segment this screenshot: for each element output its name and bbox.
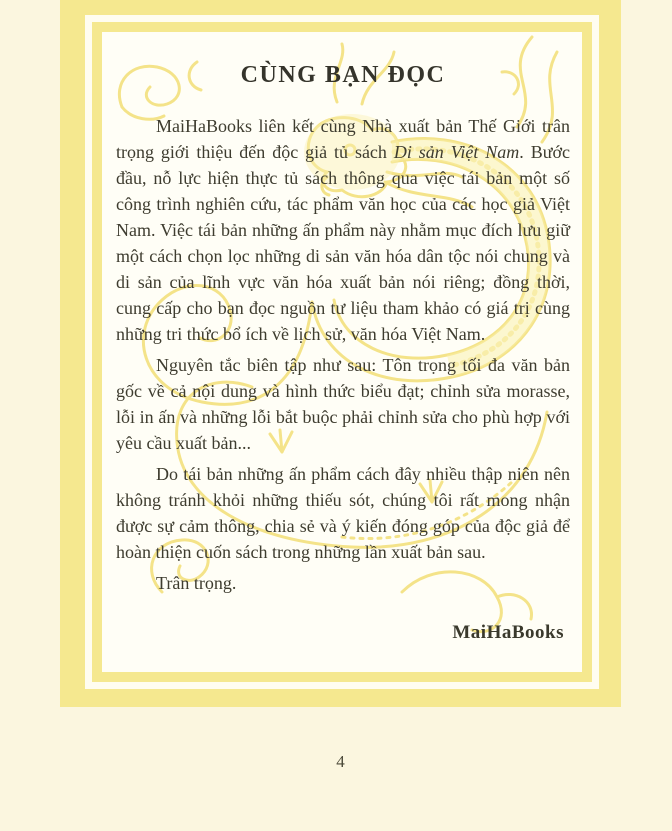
text-layer [102, 32, 582, 644]
page-number: 4 [336, 752, 345, 771]
publisher-signature: MaiHaBooks [452, 622, 564, 643]
page-title: CÙNG BẠN ĐỌC [240, 62, 446, 88]
paragraph: Nguyên tắc biên tập như sau: Tôn trọng tối đa văn bản gốc về cả nội dung và hình thức biểu đạt; chỉnh sửa morasse, lỗi in ấn và những lỗi bắt buộc phải chỉnh sửa cho phù hợp với yêu cầu xuất bản... [116, 355, 570, 453]
paragraph: MaiHaBooks liên kết cùng Nhà xuất bản Thế Giới trân trọng giới thiệu đến độc giả tủ sách Di sản Việt Nam. Bước đầu, nỗ lực hiện thực tủ sách thông qua việc tái bản một số công trình nghiên cứu, tác phẩm văn học của các học giả Việt Nam. Việc tái bản những ấn phẩm này nhằm mục đích lưu giữ một cách chọn lọc những di sản văn hóa dân tộc nói chung và di sản của lĩnh vực văn hóa xuất bản nói riêng; đồng thời, cung cấp cho bạn đọc nguồn tư liệu tham khảo có giá trị cùng những tri thức bổ ích về lịch sử, văn hóa Việt Nam. [116, 116, 570, 344]
book-page [60, 0, 621, 707]
decorative-frame [85, 15, 599, 689]
body-paragraphs [116, 113, 570, 596]
paragraph: Trân trọng. [156, 573, 237, 593]
paragraph: Do tái bản những ấn phẩm cách đây nhiều thập niên nên không tránh khỏi những thiếu sót, chúng tôi rất mong nhận được sự cảm thông, chia sẻ và ý kiến đóng góp của độc giả để hoàn thiện cuốn sách trong những lần xuất bản sau. [116, 464, 570, 562]
page-content [102, 32, 582, 672]
